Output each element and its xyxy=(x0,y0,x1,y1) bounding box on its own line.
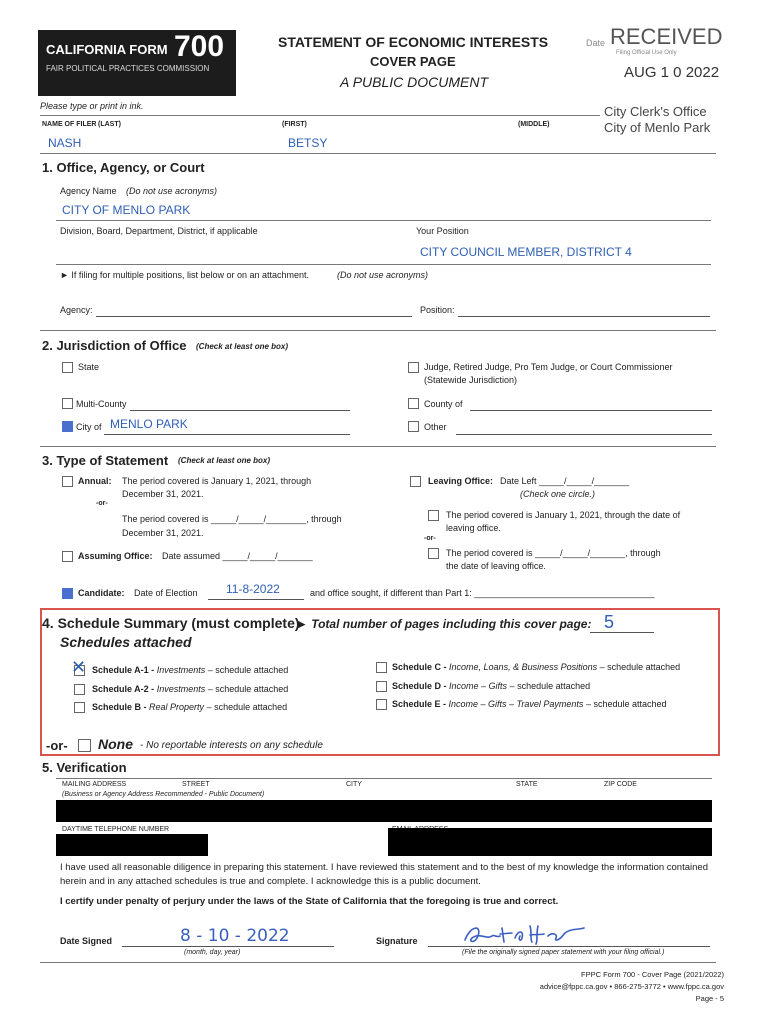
redacted-phone xyxy=(56,834,208,856)
leaving-office-note: (Check one circle.) xyxy=(520,489,596,499)
division-label: Division, Board, Department, District, if applicable xyxy=(60,226,258,236)
city-of-label: City of xyxy=(76,422,102,432)
candidate-label: Candidate: xyxy=(78,588,125,598)
position-value[interactable]: CITY COUNCIL MEMBER, DISTRICT 4 xyxy=(420,245,632,259)
your-position-label: Your Position xyxy=(416,226,469,236)
zip-label: ZIP CODE xyxy=(604,781,637,788)
annual-checkbox[interactable] xyxy=(62,476,73,487)
schedule-c-label: Schedule C - Income, Loans, & Business Positions – schedule attached xyxy=(392,662,681,672)
other-checkbox[interactable] xyxy=(408,421,419,432)
leaving-option-2-text-2: the date of leaving office. xyxy=(446,561,546,571)
none-text: - No reportable interests on any schedule xyxy=(140,740,323,751)
schedule-a1-check-mark: ✕ xyxy=(71,657,87,677)
office-sought-label: and office sought, if different than Part 1: ____________________________________ xyxy=(310,588,655,598)
city-label: CITY xyxy=(346,781,362,788)
city-checkbox[interactable] xyxy=(62,421,73,432)
first-label: (FIRST) xyxy=(282,121,307,128)
annual-text-2: December 31, 2021. xyxy=(122,489,204,499)
state-checkbox[interactable] xyxy=(62,362,73,373)
county-field[interactable] xyxy=(470,410,712,411)
middle-label: (MIDDLE) xyxy=(518,121,550,128)
redacted-mailing-address xyxy=(56,800,712,822)
other-field[interactable] xyxy=(456,434,712,435)
assuming-office-checkbox[interactable] xyxy=(62,551,73,562)
judge-label: Judge, Retired Judge, Pro Tem Judge, or Court Commissioner xyxy=(424,362,673,372)
leaving-office-checkbox[interactable] xyxy=(410,476,421,487)
footer-page: Page - 5 xyxy=(695,994,724,1003)
leaving-option-1-text: The period covered is January 1, 2021, through the date of xyxy=(446,510,681,520)
schedule-b-label: Schedule B - Real Property – schedule attached xyxy=(92,702,288,712)
state-col-label: STATE xyxy=(516,781,538,788)
date-signed-note: (month, day, year) xyxy=(184,949,241,956)
schedule-a2-checkbox[interactable] xyxy=(74,684,85,695)
candidate-checkbox[interactable] xyxy=(62,588,73,599)
schedule-b-checkbox[interactable] xyxy=(74,702,85,713)
total-pages-value[interactable]: 5 xyxy=(604,612,615,632)
certify-text: I certify under penalty of perjury under the laws of the State of California that the foregoing is true and correct. xyxy=(60,896,559,907)
multi-county-checkbox[interactable] xyxy=(62,398,73,409)
last-label: (LAST) xyxy=(98,121,121,128)
agency-name-note: (Do not use acronyms) xyxy=(126,186,218,196)
commission-label: FAIR POLITICAL PRACTICES COMMISSION xyxy=(46,64,210,73)
none-checkbox[interactable] xyxy=(78,739,91,752)
position-2-field[interactable] xyxy=(458,316,710,317)
signature-label: Signature xyxy=(376,936,418,946)
assuming-office-label: Assuming Office: xyxy=(78,551,153,561)
section-1-title: 1. Office, Agency, or Court xyxy=(42,160,205,175)
leaving-or: -or- xyxy=(424,535,436,542)
judge-checkbox[interactable] xyxy=(408,362,419,373)
multi-county-field[interactable] xyxy=(130,410,350,411)
agency-2-field[interactable] xyxy=(96,316,412,317)
signature-note: (File the originally signed paper statement with your filing official.) xyxy=(462,949,665,956)
agency-2-label: Agency: xyxy=(60,305,93,315)
footer-contact: advice@fppc.ca.gov • 866-275-3772 • www.fppc.ca.gov xyxy=(539,982,724,991)
section-5-title: 5. Verification xyxy=(42,760,127,775)
footer-form-label: FPPC Form 700 - Cover Page (2021/2022) xyxy=(581,970,724,979)
diligence-text-2: herein and in any attached schedules is true and complete. I acknowledge this is a public document. xyxy=(60,876,481,887)
annual-text-1: The period covered is January 1, 2021, through xyxy=(122,476,312,486)
redacted-email xyxy=(388,828,712,856)
schedule-d-label: Schedule D - Income – Gifts – schedule attached xyxy=(392,681,591,691)
leaving-option-1-text-2: leaving office. xyxy=(446,523,501,533)
date-signed-label: Date Signed xyxy=(60,936,113,946)
form-label: CALIFORNIA FORM xyxy=(46,42,168,57)
schedule-a1-label: Schedule A-1 - Investments – schedule attached xyxy=(92,665,289,675)
stamp-received: RECEIVED xyxy=(610,24,723,49)
section-2-title: 2. Jurisdiction of Office xyxy=(42,338,187,353)
agency-name-label: Agency Name xyxy=(60,186,117,196)
leaving-office-label: Leaving Office: xyxy=(428,476,494,486)
schedule-e-checkbox[interactable] xyxy=(376,699,387,710)
mailing-note: (Business or Agency Address Recommended - Public Document) xyxy=(62,791,265,798)
other-label: Other xyxy=(424,422,447,432)
stamp-date-label: Date xyxy=(586,38,606,48)
section-3-title: 3. Type of Statement xyxy=(42,453,169,468)
statement-title: STATEMENT OF ECONOMIC INTERESTS xyxy=(278,34,549,50)
none-label: None xyxy=(98,736,133,752)
stamp-filing-official: Filing Official Use Only xyxy=(616,50,677,56)
multi-county-label: Multi-County xyxy=(76,399,127,409)
annual-text-4: December 31, 2021. xyxy=(122,528,204,538)
leaving-option-2[interactable] xyxy=(428,548,439,559)
assuming-office-date: Date assumed _____/_____/_______ xyxy=(162,551,313,561)
judge-label-2: (Statewide Jurisdiction) xyxy=(424,375,518,385)
schedule-a2-label: Schedule A-2 - Investments – schedule attached xyxy=(92,684,289,694)
election-date-value[interactable]: 11-8-2022 xyxy=(226,582,280,596)
mailing-address-label: MAILING ADDRESS xyxy=(62,781,127,788)
stamp-office-1: City Clerk's Office xyxy=(604,104,707,119)
leaving-office-date: Date Left _____/_____/_______ xyxy=(500,476,630,486)
street-label: STREET xyxy=(182,781,210,788)
city-value[interactable]: MENLO PARK xyxy=(110,417,188,431)
section-4-title: 4. Schedule Summary (must complete) xyxy=(42,615,300,631)
state-label: State xyxy=(78,362,100,372)
cover-page-title: COVER PAGE xyxy=(370,54,456,69)
filer-first-name[interactable]: BETSY xyxy=(288,136,328,150)
date-of-election-label: Date of Election xyxy=(134,588,198,598)
print-instructions: Please type or print in ink. xyxy=(40,101,144,111)
section-2-note: (Check at least one box) xyxy=(196,342,289,351)
multiple-positions-note: ► If filing for multiple positions, list below or on an attachment. xyxy=(60,270,310,280)
schedules-attached-label: Schedules attached xyxy=(60,634,192,650)
schedule-d-checkbox[interactable] xyxy=(376,681,387,692)
agency-name-value[interactable]: CITY OF MENLO PARK xyxy=(62,203,191,217)
section-3-note: (Check at least one box) xyxy=(178,456,271,465)
phone-label: DAYTIME TELEPHONE NUMBER xyxy=(62,826,170,833)
annual-label: Annual: xyxy=(78,476,112,486)
filer-last-name[interactable]: NASH xyxy=(48,136,82,150)
total-pages-label: ► Total number of pages including this cover page: xyxy=(296,617,592,631)
public-document-title: A PUBLIC DOCUMENT xyxy=(340,74,489,90)
schedule-c-checkbox[interactable] xyxy=(376,662,387,673)
stamp-office-2: City of Menlo Park xyxy=(604,120,711,135)
schedule-e-label: Schedule E - Income – Gifts – Travel Payments – schedule attached xyxy=(392,699,667,709)
position-2-label: Position: xyxy=(420,305,455,315)
annual-or: -or- xyxy=(96,500,108,507)
leaving-option-1[interactable] xyxy=(428,510,439,521)
diligence-text-1: I have used all reasonable diligence in preparing this statement. I have reviewed this statement and to the best of my knowledge the information contained xyxy=(60,862,708,873)
leaving-option-2-text: The period covered is _____/_____/_______, through xyxy=(446,548,661,558)
multiple-positions-note-italic: (Do not use acronyms) xyxy=(337,270,429,280)
date-signed-value[interactable]: 8 - 10 - 2022 xyxy=(180,926,290,946)
county-checkbox[interactable] xyxy=(408,398,419,409)
none-or: -or- xyxy=(46,738,68,753)
stamp-date: AUG 1 0 2022 xyxy=(624,64,720,81)
name-of-filer-label: NAME OF FILER xyxy=(42,121,97,128)
county-of-label: County of xyxy=(424,399,463,409)
form-number: 700 xyxy=(174,30,225,63)
annual-text-3: The period covered is _____/_____/________, through xyxy=(122,514,342,524)
